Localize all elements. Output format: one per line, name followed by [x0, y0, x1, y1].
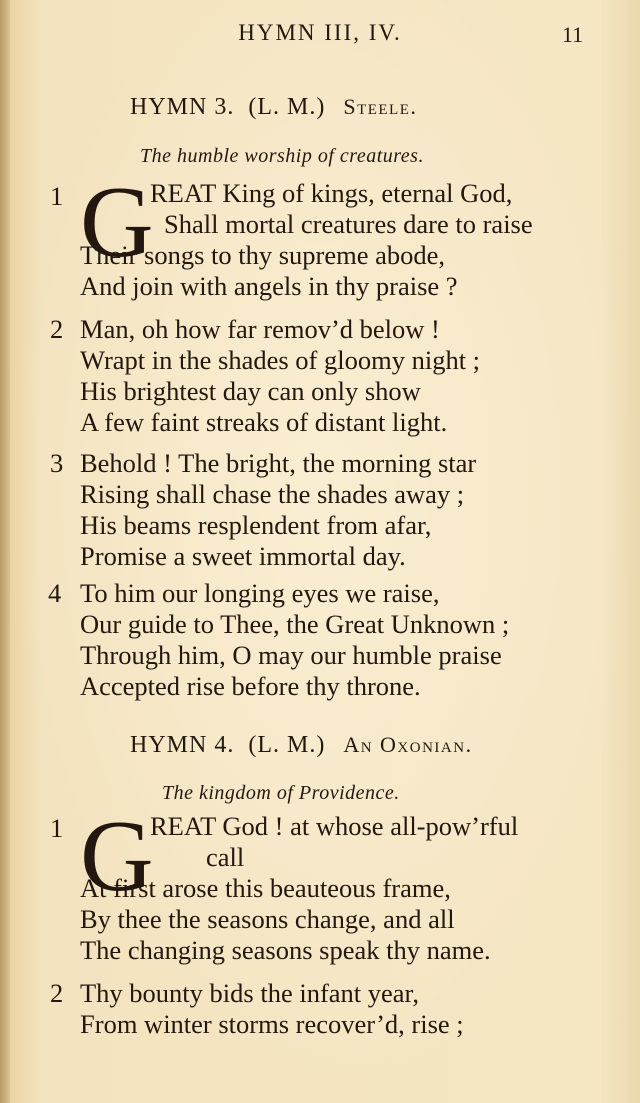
hymn4-s2-line2: From winter storms recover’d, rise ; [80, 1009, 464, 1039]
hymn4-s1-line1: REAT God ! at whose all-pow’rful [150, 811, 519, 841]
hymn3-stanza3-number: 3 [50, 448, 64, 478]
hymn4-heading: HYMN 4. [130, 732, 235, 758]
hymn3-s2-line4: A few faint streaks of distant light. [80, 407, 448, 437]
page-number: 11 [562, 22, 584, 47]
hymn3-author: Steele. [343, 94, 418, 119]
hymn4-stanza2-number: 2 [50, 978, 64, 1008]
hymn4-meter: (L. M.) [248, 732, 326, 758]
hymn3-stanza4-number: 4 [48, 578, 62, 608]
hymn4-s2-line1: Thy bounty bids the infant year, [80, 978, 419, 1008]
hymn3-s2-line1: Man, oh how far remov’d below ! [80, 314, 440, 344]
hymn3-s3-line2: Rising shall chase the shades away ; [80, 479, 465, 509]
hymn3-stanza1-number: 1 [50, 181, 64, 211]
hymn3-s3-line3: His beams resplendent from afar, [80, 510, 432, 540]
hymn4-subtitle: The kingdom of Providence. [162, 782, 400, 804]
hymn4-s1-line5: The changing seasons speak thy name. [80, 935, 491, 965]
hymn4-heading-row [130, 732, 473, 759]
hymn3-s2-line2: Wrapt in the shades of gloomy night ; [80, 345, 481, 375]
hymn3-s1-line2: Shall mortal creatures dare to raise [164, 209, 533, 239]
hymn3-s1-line3: Their songs to thy supreme abode, [80, 240, 446, 270]
hymn3-s4-line2: Our guide to Thee, the Great Unknown ; [80, 609, 510, 639]
hymn3-s2-line3: His brightest day can only show [80, 376, 421, 406]
hymn4-author: An Oxonian. [343, 732, 473, 757]
hymn3-stanza2-number: 2 [50, 314, 64, 344]
hymn3-s4-line1: To him our longing eyes we raise, [80, 578, 440, 608]
hymn3-s1-line4: And join with angels in thy praise ? [80, 271, 458, 301]
hymn3-s3-line4: Promise a sweet immortal day. [80, 541, 406, 571]
hymn4-s1-line3: At first arose this beauteous frame, [80, 873, 451, 903]
hymn3-s1-line1: REAT King of kings, eternal God, [150, 178, 513, 208]
hymn4-stanza1-number: 1 [50, 813, 64, 843]
hymn4-dropcap: G [80, 800, 154, 913]
hymn3-s4-line3: Through him, O may our humble praise [80, 640, 502, 670]
hymn3-dropcap: G [80, 166, 154, 279]
hymn3-subtitle: The humble worship of creatures. [140, 145, 424, 167]
hymn3-s4-line4: Accepted rise before thy throne. [80, 671, 421, 701]
page-gutter [0, 0, 10, 1103]
hymn4-s1-line4: By thee the seasons change, and all [80, 904, 455, 934]
hymn3-heading-row [130, 94, 417, 121]
hymn3-heading: HYMN 3. [130, 94, 235, 120]
running-head: HYMN III, IV. [238, 20, 402, 45]
hymn3-meter: (L. M.) [248, 94, 326, 120]
hymn3-s3-line1: Behold ! The bright, the morning star [80, 448, 477, 478]
hymn4-s1-line2: call [206, 842, 245, 872]
